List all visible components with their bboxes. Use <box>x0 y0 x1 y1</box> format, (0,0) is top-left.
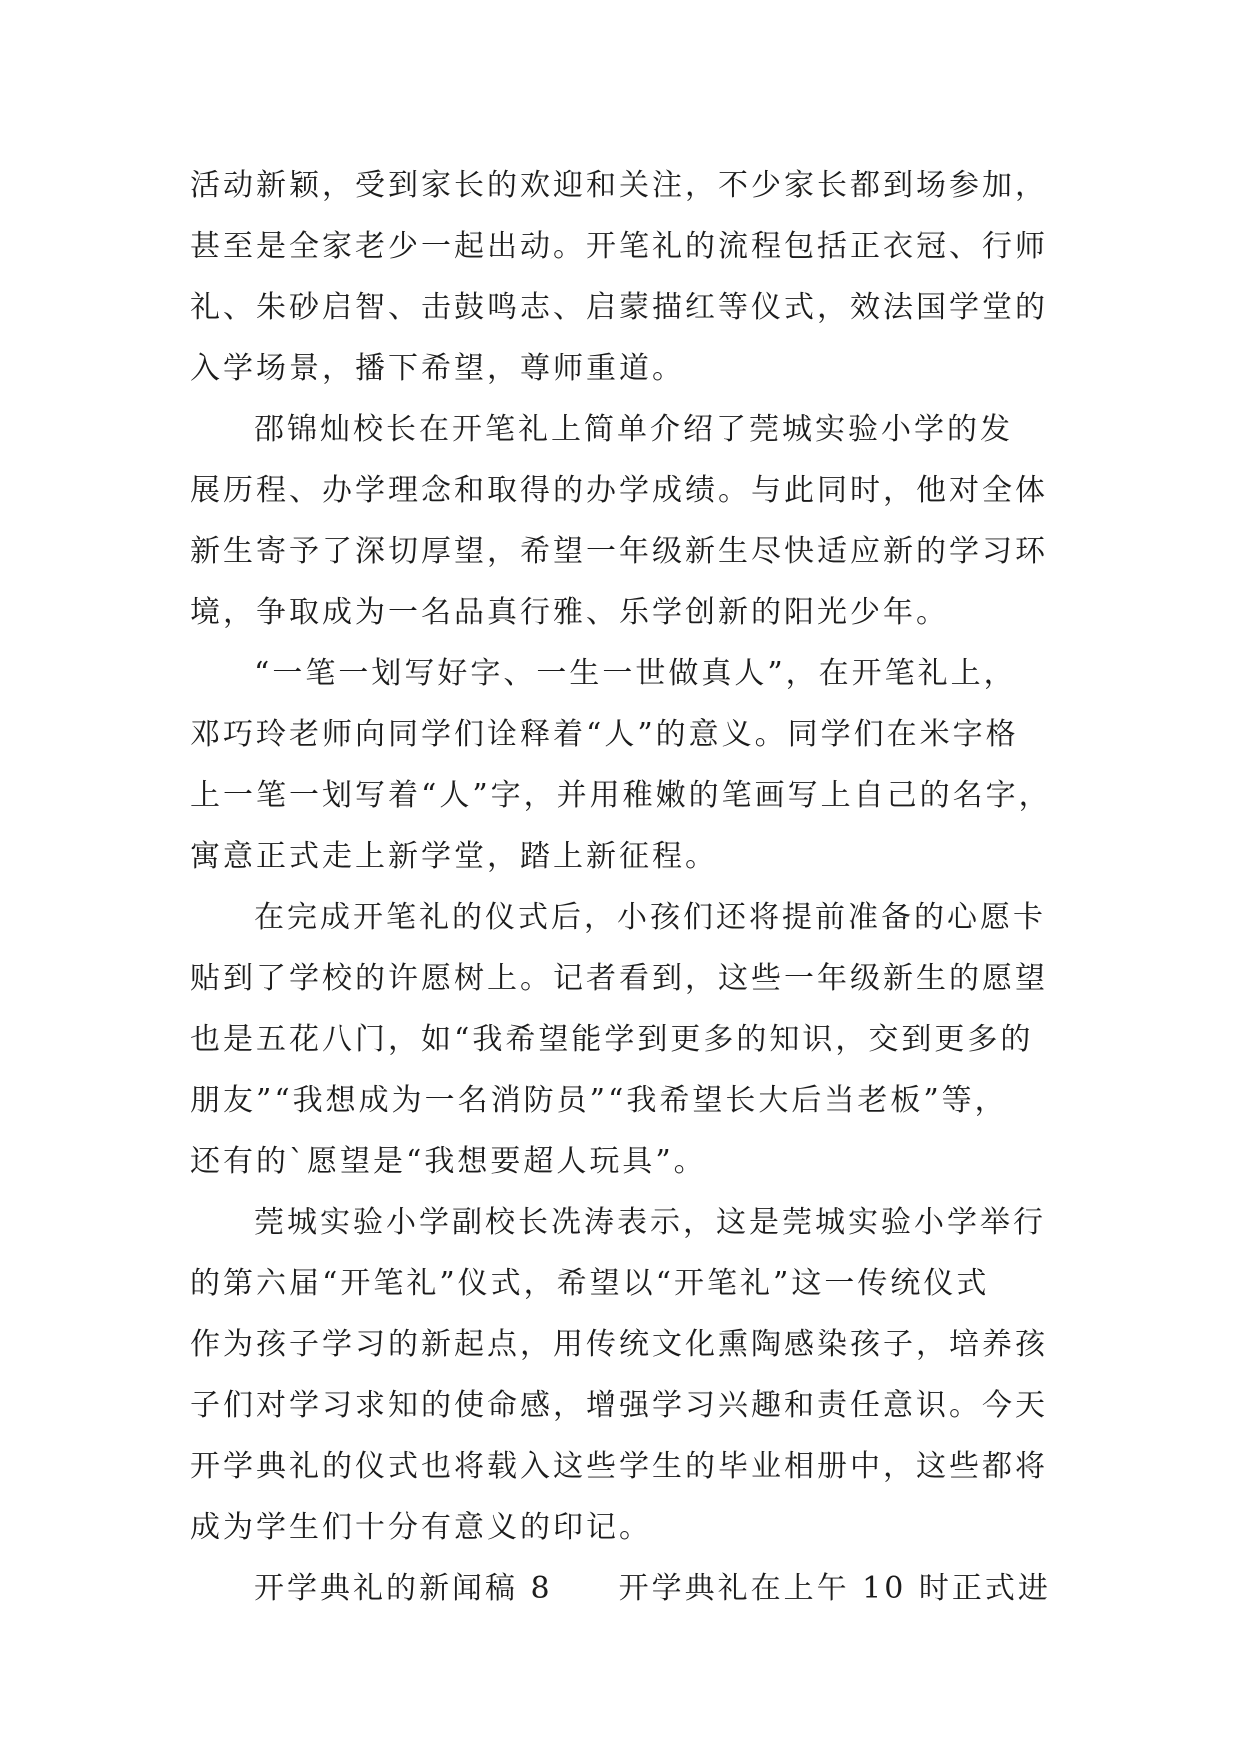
text-line: 寓意正式走上新学堂，踏上新征程。 <box>190 839 718 874</box>
text-line: 贴到了学校的许愿树上。记者看到，这些一年级新生的愿望 <box>190 961 1048 996</box>
text-line: 邓巧玲老师向同学们诠释着“人”的意义。同学们在米字格 <box>190 717 1019 752</box>
text-line: 上一笔一划写着“人”字，并用稚嫩的笔画写上自己的名字， <box>190 778 1052 813</box>
paragraph-first-line: 莞城实验小学副校长冼涛表示，这是莞城实验小学举行 <box>254 1205 1046 1240</box>
article-body <box>190 155 1050 1619</box>
text-line: 也是五花八门，如“我希望能学到更多的知识，交到更多的 <box>190 1022 1034 1057</box>
text-line: 的第六届“开笔礼”仪式，希望以“开笔礼”这一传统仪式 <box>190 1266 990 1301</box>
text-line: 开学典礼的仪式也将载入这些学生的毕业相册中，这些都将 <box>190 1449 1048 1484</box>
text-line: 子们对学习求知的使命感，增强学习兴趣和责任意识。今天 <box>190 1388 1048 1423</box>
text-line: 活动新颖，受到家长的欢迎和关注，不少家长都到场参加， <box>190 168 1048 203</box>
paragraph-first-line: 邵锦灿校长在开笔礼上简单介绍了莞城实验小学的发 <box>254 412 1013 447</box>
text-line: 成为学生们十分有意义的印记。 <box>190 1510 652 1545</box>
text-line: 入学场景，播下希望，尊师重道。 <box>190 351 685 386</box>
text-line: 礼、朱砂启智、击鼓鸣志、启蒙描红等仪式，效法国学堂的 <box>190 290 1048 325</box>
text-line: 境，争取成为一名品真行雅、乐学创新的阳光少年。 <box>190 595 949 630</box>
paragraph-first-line: 在完成开笔礼的仪式后，小孩们还将提前准备的心愿卡 <box>254 900 1046 935</box>
text-line: 作为孩子学习的新起点，用传统文化熏陶感染孩子，培养孩 <box>190 1327 1048 1362</box>
text-line: 甚至是全家老少一起出动。开笔礼的流程包括正衣冠、行师 <box>190 229 1048 264</box>
paragraph-first-line: “一笔一划写好字、一生一世做真人”，在开笔礼上， <box>254 656 1017 691</box>
text-line: 朋友”“我想成为一名消防员”“我希望长大后当老板”等， <box>190 1083 1008 1118</box>
text-line: 新生寄予了深切厚望，希望一年级新生尽快适应新的学习环 <box>190 534 1048 569</box>
paragraph-first-line: 开学典礼的新闻稿 8 开学典礼在上午 10 时正式进 <box>254 1571 1051 1606</box>
text-line: 还有的`愿望是“我想要超人玩具”。 <box>190 1144 707 1179</box>
text-line: 展历程、办学理念和取得的办学成绩。与此同时，他对全体 <box>190 473 1048 508</box>
